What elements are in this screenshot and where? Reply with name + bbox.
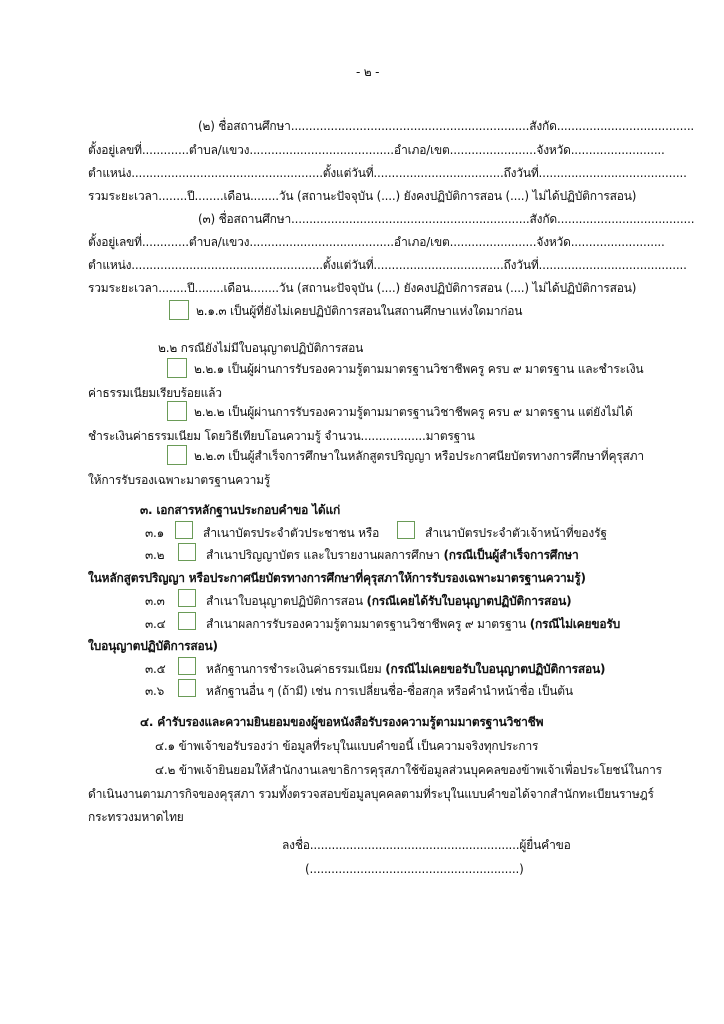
paragraph-4-2-end: กระทรวงมหาดไทย	[88, 810, 184, 824]
item-3-1-number: ๓.๑	[145, 526, 165, 540]
item-3-2-number: ๓.๒	[145, 548, 165, 562]
item-3-1-text: สำเนาบัตรประจำตัวประชาชน หรือ	[203, 526, 380, 540]
school-3-position-line: ตำแหน่ง.....................................................ตั้งแต่วันที่....................................ถึงวันที่.........................................	[88, 258, 687, 272]
option-2-2-2-text: ๒.๒.๒ เป็นผู้ผ่านการรับรองความรู้ตามมาตรฐานวิชาชีพครู ครบ ๙ มาตรฐาน แต่ยังไม่ได้	[194, 405, 633, 419]
item-3-5-text: หลักฐานการชำระเงินค่าธรรมเนียม (กรณีไม่เคยขอรับใบอนุญาตปฏิบัติการสอน)	[206, 662, 606, 676]
section-3-heading: ๓. เอกสารหลักฐานประกอบคำขอ ได้แก่	[140, 503, 341, 517]
option-2-2-1-text-cont: ค่าธรรมเนียมเรียบร้อยแล้ว	[88, 386, 222, 400]
item-3-1-text-2: สำเนาบัตรประจำตัวเจ้าหน้าที่ของรัฐ	[425, 526, 607, 540]
checkbox-3-1-a[interactable]	[175, 521, 193, 539]
checkbox-2-2-3[interactable]	[167, 445, 187, 465]
paragraph-4-1: ๔.๑ ข้าพเจ้าขอรับรองว่า ข้อมูลที่ระบุในแบบคำขอนี้ เป็นความจริงทุกประการ	[155, 739, 539, 753]
item-3-6-text: หลักฐานอื่น ๆ (ถ้ามี) เช่น การเปลี่ยนชื่อ-ชื่อสกุล หรือคำนำหน้าชื่อ เป็นต้น	[206, 684, 573, 698]
page-number: - ๒ -	[356, 65, 380, 79]
option-2-2-2-text-cont: ชำระเงินค่าธรรมเนียม โดยวิธีเทียบโอนความรู้ จำนวน..................มาตรฐาน	[88, 429, 475, 443]
section-2-2-heading: ๒.๒ กรณียังไม่มีใบอนุญาตปฏิบัติการสอน	[158, 341, 364, 355]
item-3-5-number: ๓.๕	[145, 662, 166, 676]
signature-name-line: (..........................................................)	[305, 862, 524, 876]
item-3-4-text-cont: ใบอนุญาตปฏิบัติการสอน)	[88, 639, 218, 653]
item-3-6-number: ๓.๖	[145, 684, 165, 698]
item-3-4-number: ๓.๔	[145, 617, 166, 631]
item-3-2-text: สำเนาปริญญาบัตร และใบรายงานผลการศึกษา (กรณีเป็นผู้สำเร็จการศึกษา	[206, 548, 579, 562]
checkbox-2-2-2[interactable]	[167, 401, 187, 421]
checkbox-2-2-1[interactable]	[167, 358, 187, 378]
item-3-2-text-cont: ในหลักสูตรปริญญา หรือประกาศนียบัตรทางการศึกษาที่คุรุสภาให้การรับรองเฉพาะมาตรฐานความรู้)	[88, 571, 586, 585]
checkbox-3-6[interactable]	[178, 679, 196, 697]
school-2-name-line: (๒) ชื่อสถานศึกษา..................................................................สังกัด......................................	[198, 119, 695, 133]
section-4-heading: ๔. คำรับรองและความยินยอมของผู้ขอหนังสือรับรองความรู้ตามมาตรฐานวิชาชีพ	[140, 715, 544, 729]
school-3-address-line: ตั้งอยู่เลขที่.............ตำบล/แขวง........................................อำเภอ/เขต........................จังหวัด..........................	[88, 235, 665, 249]
checkbox-3-1-b[interactable]	[397, 521, 415, 539]
item-3-3-number: ๓.๓	[145, 594, 165, 608]
school-2-position-line: ตำแหน่ง.....................................................ตั้งแต่วันที่....................................ถึงวันที่.........................................	[88, 166, 687, 180]
item-3-4-text: สำเนาผลการรับรองความรู้ตามมาตรฐานวิชาชีพครู ๙ มาตรฐาน (กรณีไม่เคยขอรับ	[206, 617, 621, 631]
checkbox-3-3[interactable]	[178, 589, 196, 607]
school-3-name-line: (๓) ชื่อสถานศึกษา..................................................................สังกัด......................................	[198, 212, 695, 226]
option-2-2-3-text: ๒.๒.๓ เป็นผู้สำเร็จการศึกษาในหลักสูตรปริญญา หรือประกาศนียบัตรทางการศึกษาที่คุรุสภา	[194, 449, 644, 463]
signature-line: ลงชื่อ..........................................................ผู้ยื่นคำขอ	[282, 838, 571, 852]
checkbox-2-1-3[interactable]	[169, 300, 189, 320]
item-3-3-text: สำเนาใบอนุญาตปฏิบัติการสอน (กรณีเคยได้รับใบอนุญาตปฏิบัติการสอน)	[206, 594, 572, 608]
paragraph-4-2-cont: ดำเนินงานตามภารกิจของคุรุสภา รวมทั้งตรวจสอบข้อมูลบุคคลตามที่ระบุในแบบคำขอได้จากสำนักทะเบียนราษฎร์	[88, 787, 654, 801]
checkbox-3-2[interactable]	[178, 543, 196, 561]
school-2-duration-line: รวมระยะเวลา........ปี........เดือน........วัน (สถานะปัจจุบัน (....) ยังคงปฏิบัติการสอน (....) ไม่ได้ปฏิบัติการสอน)	[88, 189, 637, 203]
school-2-address-line: ตั้งอยู่เลขที่.............ตำบล/แขวง........................................อำเภอ/เขต........................จังหวัด..........................	[88, 143, 665, 157]
checkbox-3-5[interactable]	[178, 657, 196, 675]
option-2-1-3-text: ๒.๑.๓ เป็นผู้ที่ยังไม่เคยปฏิบัติการสอนในสถานศึกษาแห่งใดมาก่อน	[196, 304, 523, 318]
option-2-2-1-text: ๒.๒.๑ เป็นผู้ผ่านการรับรองความรู้ตามมาตรฐานวิชาชีพครู ครบ ๙ มาตรฐาน และชำระเงิน	[194, 362, 644, 376]
school-3-duration-line: รวมระยะเวลา........ปี........เดือน........วัน (สถานะปัจจุบัน (....) ยังคงปฏิบัติการสอน (....) ไม่ได้ปฏิบัติการสอน)	[88, 281, 637, 295]
checkbox-3-4[interactable]	[178, 612, 196, 630]
option-2-2-3-text-cont: ให้การรับรองเฉพาะมาตรฐานความรู้	[88, 473, 271, 487]
paragraph-4-2: ๔.๒ ข้าพเจ้ายินยอมให้สำนักงานเลขาธิการคุรุสภาใช้ข้อมูลส่วนบุคคลของข้าพเจ้าเพื่อประโยชน์ในการ	[155, 763, 662, 777]
